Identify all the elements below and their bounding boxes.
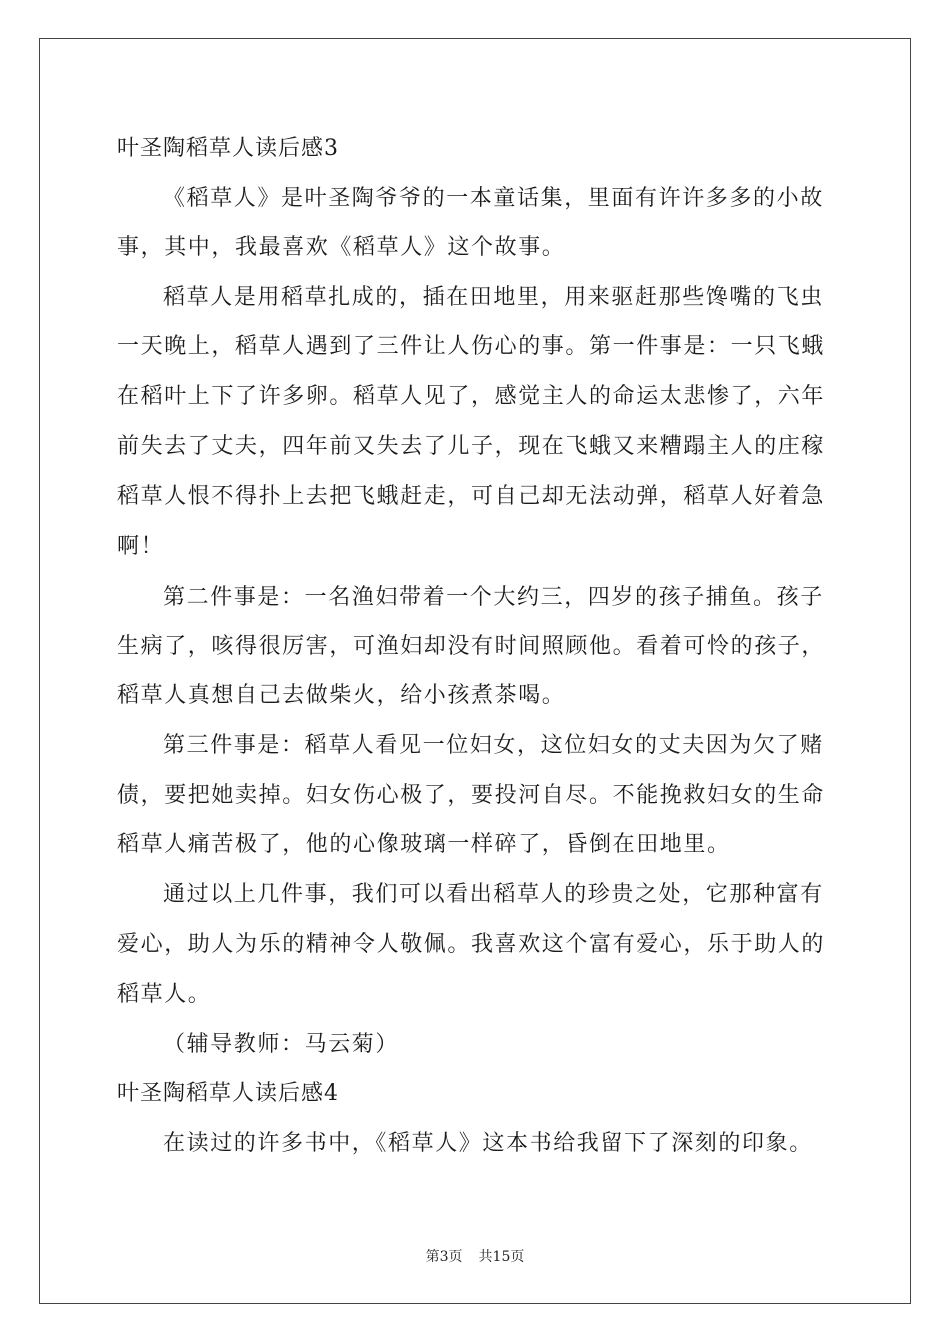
total-pages: 共15页 (478, 1249, 525, 1265)
paragraph-line: 稻草人痛苦极了，他的心像玻璃一样碎了，昏倒在田地里。 (117, 832, 731, 857)
paragraph-line: 事，其中，我最喜欢《稻草人》这个故事。 (117, 235, 566, 260)
paragraph-line: 债，要把她卖掉。妇女伤心极了，要投河自尽。不能挽救妇女的生命 (117, 783, 826, 808)
advisor-note: （辅导教师：马云菊） (163, 1032, 400, 1057)
page-number: 第3页 (425, 1249, 463, 1265)
paragraph-line: 第三件事是：稻草人看见一位妇女，这位妇女的丈夫因为欠了赌 (163, 733, 824, 758)
paragraph-line: 啊！ (117, 534, 165, 559)
paragraph-line: 生病了，咳得很厉害，可渔妇却没有时间照顾他。看着可怜的孩子， (117, 634, 826, 659)
page-footer (0, 1247, 950, 1267)
paragraph-line: 在稻叶上下了许多卵。稻草人见了，感觉主人的命运太悲惨了，六年 (117, 384, 826, 409)
paragraph-line: 爱心，助人为乐的精神令人敬佩。我喜欢这个富有爱心，乐于助人的 (117, 932, 826, 957)
paragraph-line: 稻草人。 (117, 982, 212, 1007)
page-border (39, 38, 911, 1304)
paragraph-line: 稻草人真想自己去做柴火，给小孩煮茶喝。 (117, 683, 566, 708)
paragraph-line: 稻草人是用稻草扎成的，插在田地里，用来驱赶那些馋嘴的飞虫 (163, 285, 824, 310)
paragraph-line: 稻草人恨不得扑上去把飞蛾赶走，可自己却无法动弹，稻草人好着急 (117, 484, 826, 509)
section-heading-3: 叶圣陶稻草人读后感3 (117, 136, 339, 161)
paragraph-line: 第二件事是：一名渔妇带着一个大约三，四岁的孩子捕鱼。孩子 (163, 585, 824, 610)
paragraph-line: 前失去了丈夫，四年前又失去了儿子，现在飞蛾又来糟蹋主人的庄稼 (117, 434, 826, 459)
paragraph-line: 《稻草人》是叶圣陶爷爷的一本童话集，里面有许许多多的小故 (163, 186, 824, 211)
section-heading-4: 叶圣陶稻草人读后感4 (117, 1081, 339, 1106)
paragraph-line: 在读过的许多书中，《稻草人》这本书给我留下了深刻的印象。 (163, 1131, 813, 1156)
paragraph-line: 通过以上几件事，我们可以看出稻草人的珍贵之处，它那种富有 (163, 882, 824, 907)
paragraph-line: 一天晚上，稻草人遇到了三件让人伤心的事。第一件事是：一只飞蛾 (117, 334, 826, 359)
